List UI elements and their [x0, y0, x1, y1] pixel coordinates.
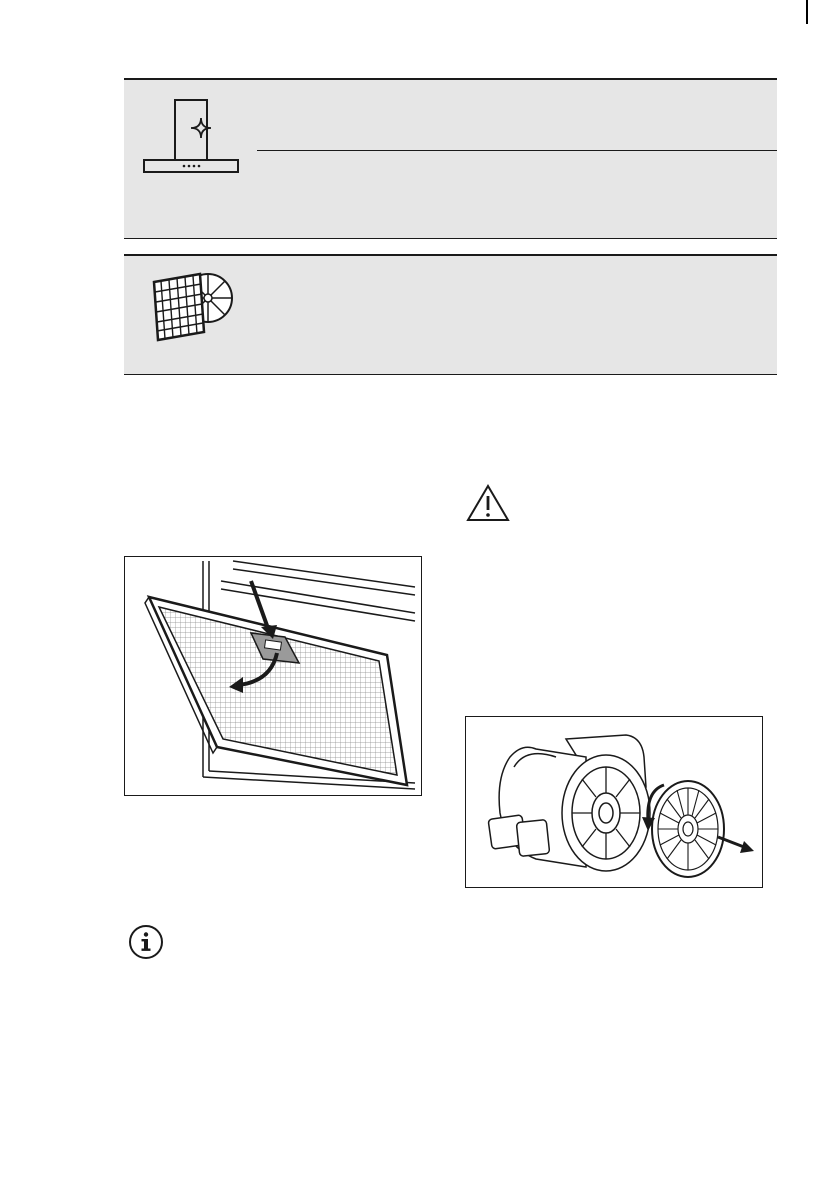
warning-triangle-icon	[466, 484, 510, 522]
charcoal-filter-removal-illustration	[465, 716, 763, 888]
grease-filter-removal-illustration	[124, 556, 422, 796]
filter-info-panel	[124, 254, 777, 375]
cleaning-info-panel	[124, 78, 777, 239]
grease-and-charcoal-filter-icon	[138, 266, 238, 346]
hood-cleaning-icon	[140, 98, 240, 178]
page-number-rule	[806, 0, 808, 24]
information-icon	[128, 924, 164, 960]
panel-divider	[257, 150, 777, 151]
